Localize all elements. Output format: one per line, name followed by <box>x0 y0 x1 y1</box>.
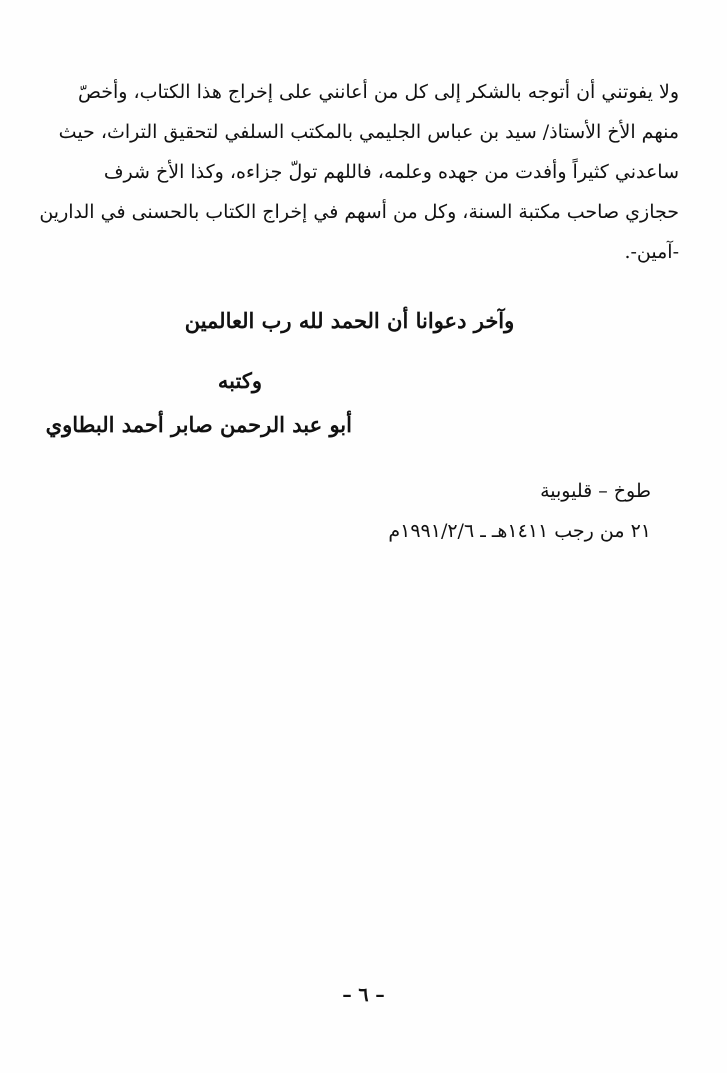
acknowledgement-paragraph <box>39 72 679 272</box>
date-line: ٢١ من رجب ١٤١١هـ ـ ١٩٩١/٢/٦م <box>388 520 651 542</box>
paragraph-line: -آمين-. <box>624 241 679 263</box>
paragraph-line: حجازي صاحب مكتبة السنة، وكل من أسهم في إخراج الكتاب بالحسنى في الدارين <box>39 201 679 223</box>
closing-prayer-text: وآخر دعوانا أن الحمد لله رب العالمين <box>184 308 515 333</box>
paragraph-line: ولا يفوتني أن أتوجه بالشكر إلى كل من أعانني على إخراج هذا الكتاب، وأخصّ <box>77 81 679 103</box>
place-line: طوخ – قليوبية <box>540 480 651 502</box>
signature-wrote-label: وكتبه <box>217 368 262 393</box>
paragraph-line: ساعدني كثيراً وأفدت من جهده وعلمه، فاللهم تولّ جزاءه، وكذا الأخ شرف <box>103 161 679 183</box>
page-number: – ٦ – <box>342 984 385 1006</box>
paragraph-line: منهم الأخ الأستاذ/ سيد بن عباس الجليمي بالمكتب السلفي لتحقيق التراث، حيث <box>58 121 679 143</box>
author-name: أبو عبد الرحمن صابر أحمد البطاوي <box>45 412 352 437</box>
closing-prayer <box>0 308 727 333</box>
